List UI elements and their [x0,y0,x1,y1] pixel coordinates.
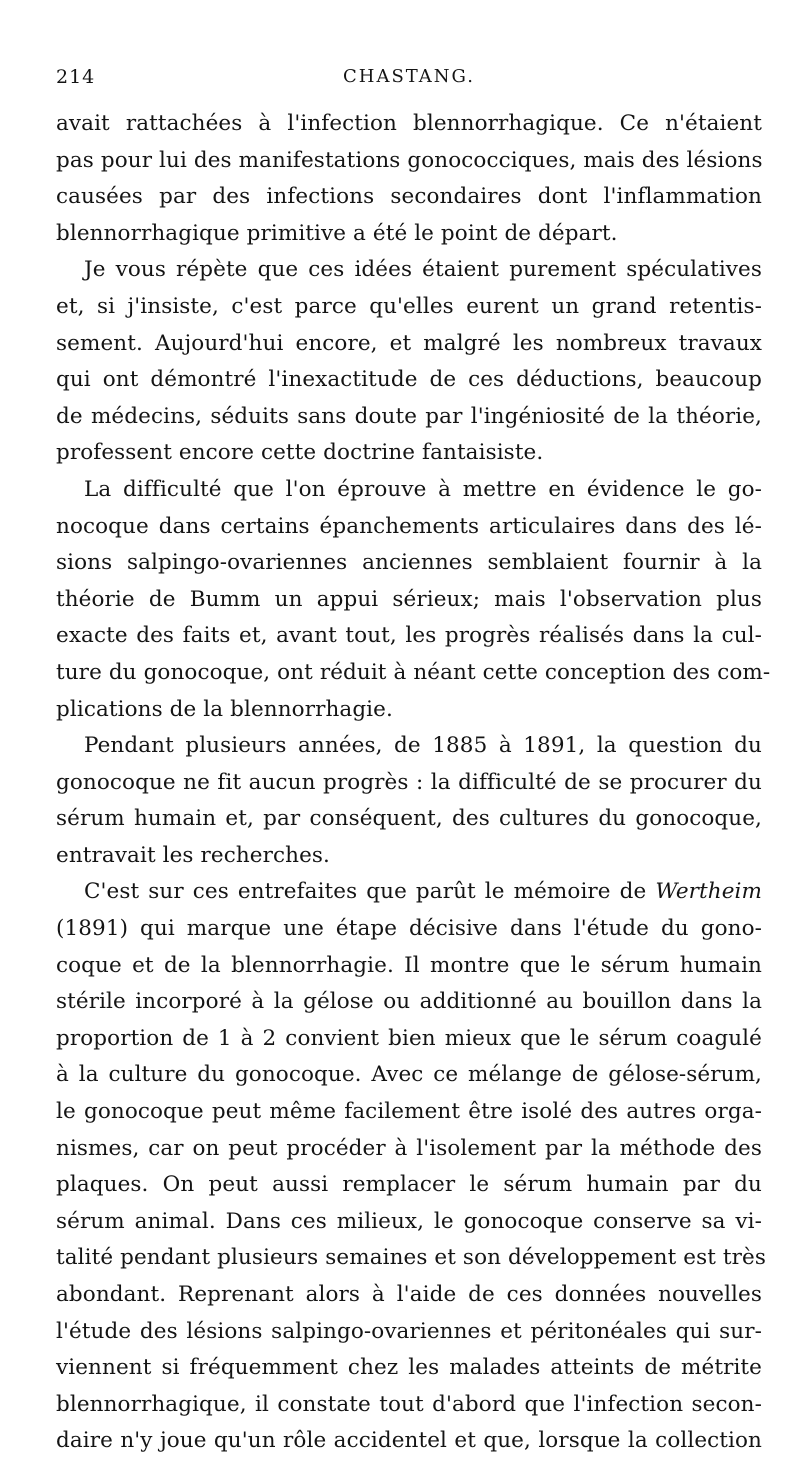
running-head [56,66,762,94]
text-line: coque et de la blennorrhagie. Il montre que le sérum humain [56,952,762,978]
text-line: talité pendant plusieurs semaines et son développement est très [56,1245,766,1271]
text-fragment: C'est sur ces entrefaites que parût le mémoire de [84,879,656,905]
text-line: plaques. On peut aussi remplacer le sérum humain par du [56,1172,762,1198]
text-line: professent encore cette doctrine fantaisiste. [56,440,544,466]
author-name-italic: Wertheim [655,879,762,905]
text-line: pas pour lui des manifestations gonococciques, mais des lésions [56,147,763,173]
text-line: gonocoque ne fit aucun progrès : la difficulté de se procurer du [56,769,762,795]
text-line: La difficulté que l'on éprouve à mettre en évidence le go- [84,476,762,502]
text-line: l'étude des lésions salpingo-ovariennes et péritonéales qui sur- [56,1318,762,1344]
text-line-with-author [56,874,762,911]
text-line: abondant. Reprenant alors à l'aide de ces données nouvelles [56,1282,762,1307]
text-line: exacte des faits et, avant tout, les progrès réalisés dans la cul- [56,623,762,649]
text-line: stérile incorporé à la gélose ou additionné au bouillon dans la [56,989,762,1015]
running-title: CHASTANG. [342,66,476,87]
text-line: sérum animal. Dans ces milieux, le gonocoque conserve sa vi- [56,1208,762,1234]
text-line: blennorrhagique, il constate tout d'abord que l'infection secon- [56,1391,762,1417]
text-line: et, si j'insiste, c'est parce qu'elles eurent un grand retentis- [56,293,762,319]
text-line: avait rattachées à l'infection blennorrhagique. Ce n'étaient [56,111,762,136]
text-line: théorie de Bumm un appui sérieux; mais l'observation plus [56,586,762,612]
text-line: causées par des infections secondaires dont l'inflammation [56,184,762,210]
text-line: entravait les recherches. [56,842,330,868]
text-line: de médecins, séduits sans doute par l'ingéniosité de la théorie, [56,403,762,429]
body-text [56,106,771,1460]
text-line: Je vous répète que ces idées étaient purement spéculatives [84,257,762,283]
text-line: à la culture du gonocoque. Avec ce mélange de gélose-sérum, [56,1062,762,1088]
text-line: blennorrhagique primitive a été le point de départ. [56,220,618,246]
text-line: qui ont démontré l'inexactitude de ces déductions, beaucoup [56,367,762,393]
text-line: nismes, car on peut procéder à l'isolement par la méthode des [56,1135,762,1161]
text-line: Pendant plusieurs années, de 1885 à 1891, la question du [84,733,762,759]
text-line: daire n'y joue qu'un rôle accidentel et que, lorsque la collection [56,1428,762,1454]
text-line: nocoque dans certains épanchements articulaires dans des lé- [56,513,762,539]
text-line: proportion de 1 à 2 convient bien mieux que le sérum coagulé [56,1025,762,1051]
text-line: sions salpingo-ovariennes anciennes semblaient fournir à la [56,550,762,576]
text-line: viennent si fréquemment chez les malades atteints de métrite [56,1355,762,1381]
text-line: sement. Aujourd'hui encore, et malgré les nombreux travaux [56,330,762,356]
text-line: (1891) qui marque une étape décisive dans l'étude du gono- [56,916,762,942]
text-line: sérum humain et, par conséquent, des cultures du gonocoque, [56,806,762,832]
text-line: plications de la blennorrhagie. [56,696,393,722]
text-line: ture du gonocoque, ont réduit à néant cette conception des com- [56,659,771,685]
text-line: le gonocoque peut même facilement être isolé des autres orga- [56,1099,762,1125]
page-number: 214 [56,66,96,88]
